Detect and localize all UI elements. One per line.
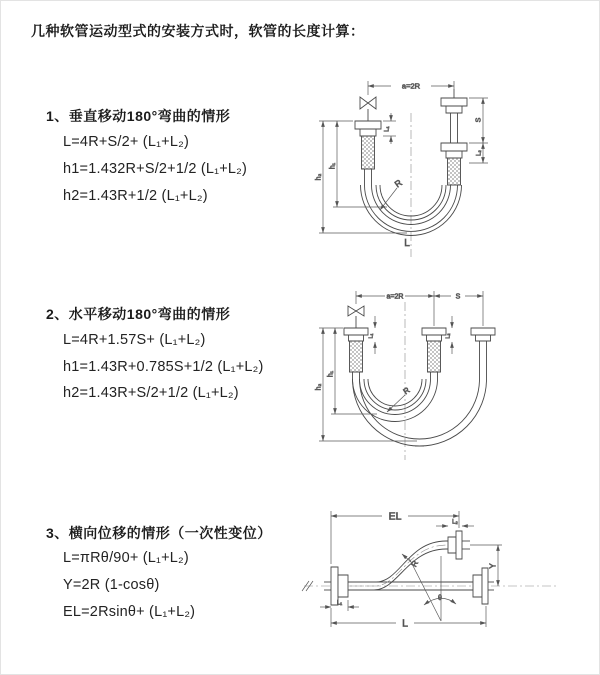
label-radius: R: [409, 559, 421, 569]
section-2-heading: 2、水平移动180°弯曲的情形: [46, 306, 231, 322]
label-span: a=2R: [386, 293, 404, 301]
label-l1: L₁: [384, 126, 391, 132]
u-bend-arcs: [353, 379, 487, 446]
diagram-lateral-displacement: [296, 496, 600, 666]
label-theta: θ: [438, 595, 442, 602]
label-l2: L₂: [445, 333, 452, 339]
diagram-horizontal-180-bend: [301, 284, 600, 469]
flange: [482, 568, 488, 604]
label-h-inner: h₁: [329, 162, 337, 170]
hose-left-leg: [344, 306, 368, 379]
flange: [331, 567, 338, 605]
label-radius: R: [392, 177, 404, 190]
hose-left-leg: [355, 97, 381, 185]
dimension-lines: [316, 291, 484, 441]
valve-icon: [348, 306, 364, 316]
flange: [471, 328, 495, 335]
flange: [355, 121, 381, 129]
label-l2: L₂: [476, 150, 483, 156]
hose-right-leg: [441, 89, 467, 185]
dimension-lines: [320, 511, 502, 630]
formula: L=4R+S/2+ (L₁+L₂): [63, 134, 189, 150]
flange: [441, 143, 467, 151]
formula: Y=2R (1-cosθ): [63, 577, 160, 593]
braided-hose-section: [428, 341, 441, 372]
label-radius: R: [401, 385, 412, 397]
hose-middle-leg: [422, 328, 446, 379]
flange: [441, 98, 467, 106]
label-l1: L₁: [336, 600, 343, 607]
label-l2: L₂: [452, 519, 458, 526]
braided-hose-section: [350, 341, 363, 372]
label-l1: L₁: [368, 333, 375, 339]
hose-right-leg-shifted: [471, 328, 495, 379]
valve-icon: [360, 97, 376, 109]
formula: L=4R+1.57S+ (L₁+L₂): [63, 332, 206, 348]
label-span: a=2R: [401, 81, 421, 91]
label-length: L: [404, 238, 410, 249]
section-3-heading: 3、横向位移的情形（一次性变位）: [46, 525, 272, 541]
braided-hose-section: [448, 158, 461, 185]
label-h-inner: h₁: [327, 370, 335, 378]
diagram-vertical-180-bend: [301, 67, 600, 267]
label-s: S: [455, 293, 461, 301]
section-1-heading: 1、垂直移动180°弯曲的情形: [46, 108, 231, 124]
label-h-outer: h₂: [315, 383, 323, 391]
label-h-outer: h₂: [315, 173, 323, 181]
braided-hose-section: [362, 136, 375, 169]
flange: [456, 531, 462, 559]
label-length: L: [402, 617, 408, 630]
formula: L=πRθ/90+ (L₁+L₂): [63, 550, 189, 566]
label-s: S: [475, 117, 483, 123]
formula: h1=1.432R+S/2+1/2 (L₁+L₂): [63, 161, 248, 177]
page-title: 几种软管运动型式的安装方式时，软管的长度计算：: [31, 23, 365, 39]
label-el: EL: [388, 510, 402, 523]
flange: [422, 328, 446, 335]
formula: h2=1.43R+S/2+1/2 (L₁+L₂): [63, 385, 239, 401]
formula: h1=1.43R+0.785S+1/2 (L₁+L₂): [63, 359, 264, 375]
formula: h2=1.43R+1/2 (L₁+L₂): [63, 188, 208, 204]
label-y: Y: [488, 563, 498, 569]
flange: [344, 328, 368, 335]
formula: EL=2Rsinθ+ (L₁+L₂): [63, 604, 196, 620]
